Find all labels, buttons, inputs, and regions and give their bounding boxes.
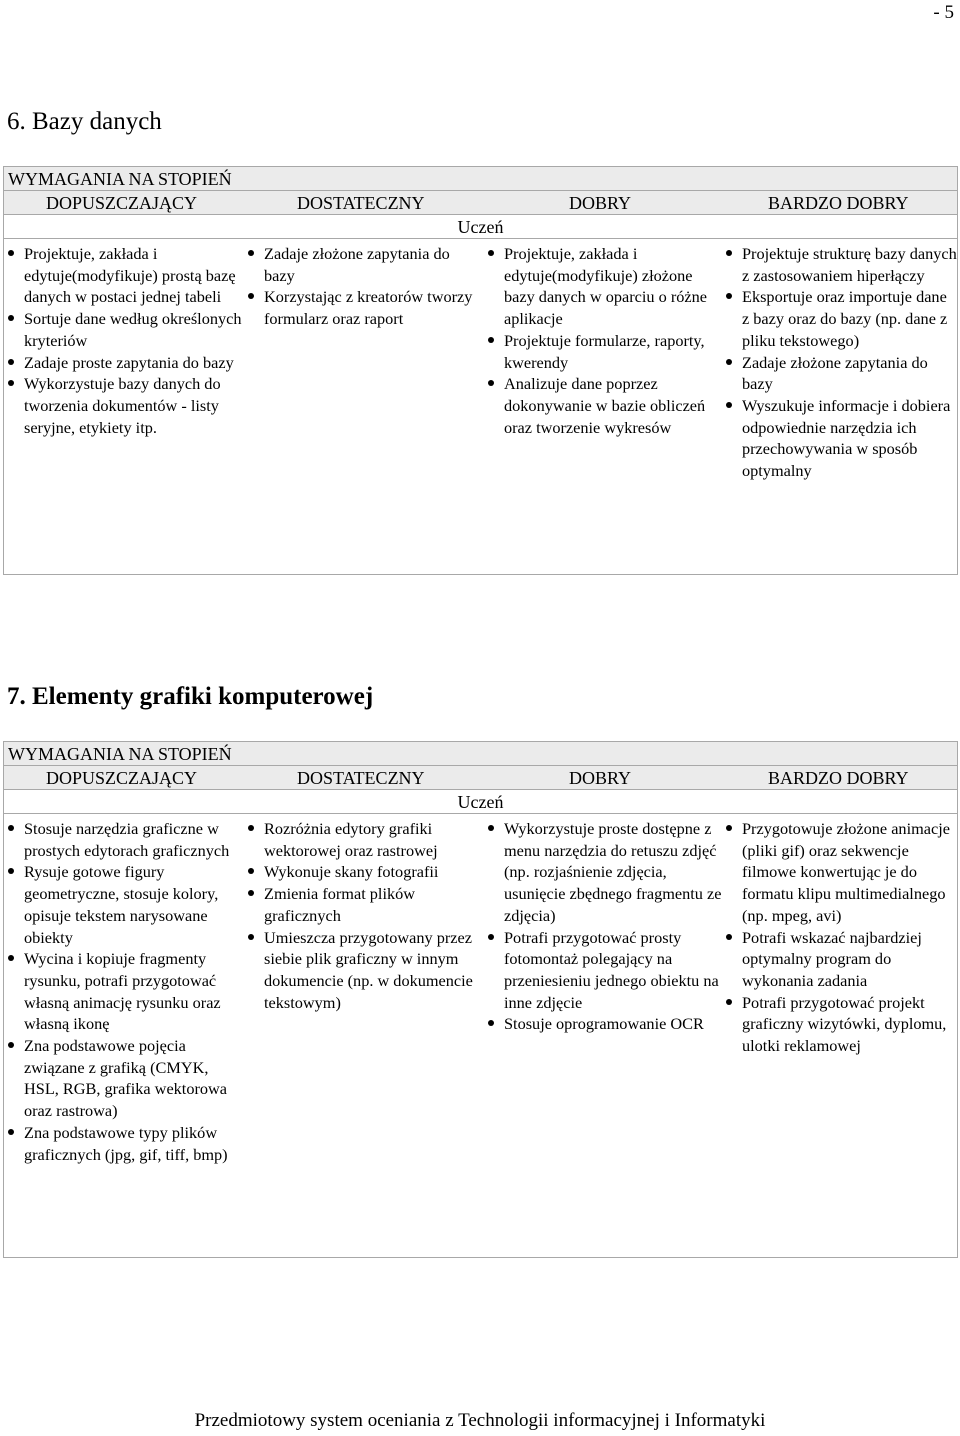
list-item: Korzystając z kreatorów tworzy formularz oraz raport xyxy=(246,286,484,329)
list-item: Projektuje strukturę bazy danych z zastosowaniem hiperłączy xyxy=(724,243,957,286)
requirements-header: WYMAGANIA NA STOPIEŃ xyxy=(4,167,957,191)
requirements-table-grafika xyxy=(3,741,958,1258)
column-dostateczny xyxy=(244,814,484,1257)
section-title-bazy-danych: 6. Bazy danych xyxy=(7,108,162,135)
list-item: Projektuje, zakłada i edytuje(modyfikuje) złożone bazy danych w oparciu o różne aplikacje xyxy=(486,243,722,330)
list-item: Zadaje proste zapytania do bazy xyxy=(6,352,244,374)
list-item: Wykonuje skany fotografii xyxy=(246,861,484,883)
list-item: Potrafi przygotować projekt graficzny wizytówki, dyplomu, ulotki reklamowej xyxy=(724,992,957,1057)
section-title-grafika: 7. Elementy grafiki komputerowej xyxy=(7,683,374,710)
list-item: Potrafi wskazać najbardziej optymalny program do wykonania zadania xyxy=(724,927,957,992)
column-dobry xyxy=(484,239,722,574)
list-item: Zna podstawowe typy plików graficznych (jpg, gif, tiff, bmp) xyxy=(6,1122,244,1165)
grades-row xyxy=(4,766,957,790)
list-item: Wycina i kopiuje fragmenty rysunku, potrafi przygotować własną animację rysunku oraz własną ikonę xyxy=(6,948,244,1035)
list-item: Analizuje dane poprzez dokonywanie w bazie obliczeń oraz tworzenie wykresów xyxy=(486,373,722,438)
list-item: Projektuje formularze, raporty, kwerendy xyxy=(486,330,722,373)
list-item: Zadaje złożone zapytania do bazy xyxy=(246,243,484,286)
list-item: Zmienia format plików graficznych xyxy=(246,883,484,926)
grade-dobry: DOBRY xyxy=(569,193,632,213)
list-item: Rozróżnia edytory grafiki wektorowej oraz rastrowej xyxy=(246,818,484,861)
page-number: - 5 xyxy=(933,2,954,23)
grade-bardzo-dobry: BARDZO DOBRY xyxy=(768,193,909,213)
list-item: Przygotowuje złożone animacje (pliki gif) oraz sekwencje filmowe konwertując je do formatu klipu multimedialnego (np. mpeg, avi) xyxy=(724,818,957,927)
list-item: Projektuje, zakłada i edytuje(modyfikuje) prostą bazę danych w postaci jednej tabeli xyxy=(6,243,244,308)
list-item: Wyszukuje informacje i dobiera odpowiednie narzędzia ich przechowywania w sposób optymalny xyxy=(724,395,957,482)
list-item: Potrafi przygotować prosty fotomontaż polegający na przeniesieniu jednego obiektu na inne zdjęcie xyxy=(486,927,722,1014)
column-bardzo-dobry xyxy=(722,239,957,574)
list-item: Wykorzystuje proste dostępne z menu narzędzia do retuszu zdjęć (np. rozjaśnienie zdjęcia, usunięcie zbędnego fragmentu ze zdjęcia) xyxy=(486,818,722,927)
column-dostateczny xyxy=(244,239,484,574)
column-dopuszczajacy xyxy=(4,239,244,574)
column-bardzo-dobry xyxy=(722,814,957,1257)
requirements-table-bazy-danych xyxy=(3,166,958,575)
student-row: Uczeń xyxy=(4,790,957,814)
list-item: Sortuje dane według określonych kryteriów xyxy=(6,308,244,351)
list-item: Zna podstawowe pojęcia związane z grafiką (CMYK, HSL, RGB, grafika wektorowa oraz rastrowa) xyxy=(6,1035,244,1122)
list-item: Rysuje gotowe figury geometryczne, stosuje kolory, opisuje tekstem narysowane obiekty xyxy=(6,861,244,948)
requirements-header: WYMAGANIA NA STOPIEŃ xyxy=(4,742,957,766)
requirements-body xyxy=(4,814,957,1257)
page-footer: Przedmiotowy system oceniania z Technologii informacyjnej i Informatyki xyxy=(194,1410,766,1431)
column-dobry xyxy=(484,814,722,1257)
grade-bardzo-dobry: BARDZO DOBRY xyxy=(768,768,909,788)
grades-row xyxy=(4,191,957,215)
grade-dostateczny: DOSTATECZNY xyxy=(297,768,425,788)
list-item: Eksportuje oraz importuje dane z bazy oraz do bazy (np. dane z pliku tekstowego) xyxy=(724,286,957,351)
student-row: Uczeń xyxy=(4,215,957,239)
grade-dostateczny: DOSTATECZNY xyxy=(297,193,425,213)
list-item: Wykorzystuje bazy danych do tworzenia dokumentów - listy seryjne, etykiety itp. xyxy=(6,373,244,438)
requirements-body xyxy=(4,239,957,574)
list-item: Umieszcza przygotowany przez siebie plik graficzny w innym dokumencie (np. w dokumencie tekstowym) xyxy=(246,927,484,1014)
grade-dopuszczajacy: DOPUSZCZAJĄCY xyxy=(46,193,198,213)
column-dopuszczajacy xyxy=(4,814,244,1257)
list-item: Stosuje narzędzia graficzne w prostych edytorach graficznych xyxy=(6,818,244,861)
grade-dobry: DOBRY xyxy=(569,768,632,788)
grade-dopuszczajacy: DOPUSZCZAJĄCY xyxy=(46,768,198,788)
list-item: Zadaje złożone zapytania do bazy xyxy=(724,352,957,395)
list-item: Stosuje oprogramowanie OCR xyxy=(486,1013,722,1035)
